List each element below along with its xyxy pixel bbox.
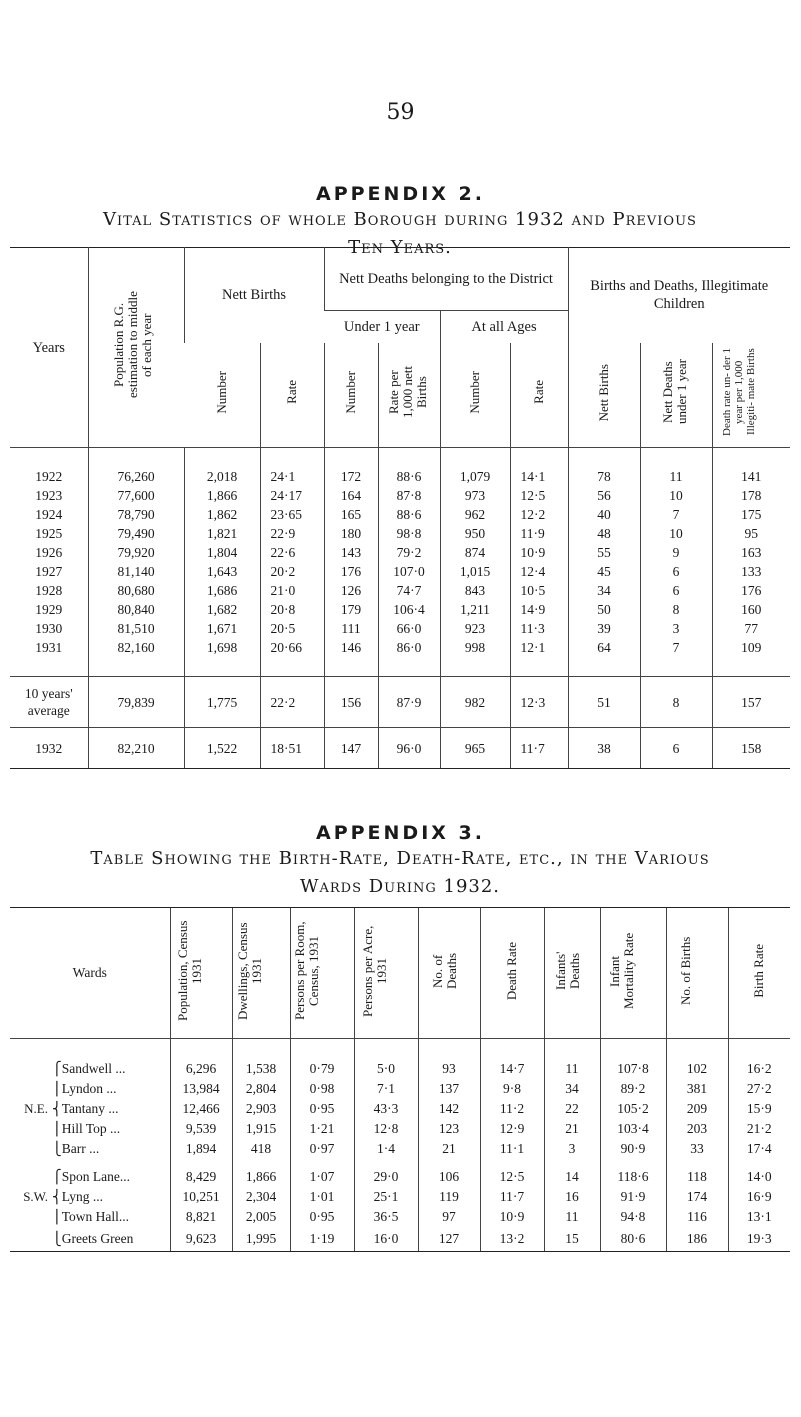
col-infant-deaths: Infants' Deaths <box>544 908 600 1039</box>
average-label-line1: 10 years' <box>24 686 73 701</box>
col-at-all-ages: At all Ages <box>440 311 568 343</box>
table-row: 1925 79,490 1,821 22·9 180 98·8 950 11·9 48 10 95 <box>10 524 790 543</box>
table-row: 1931 82,160 1,698 20·66 146 86·0 998 12·1 64 7 109 <box>10 638 790 657</box>
page-number: 59 <box>386 100 415 125</box>
table-row: ⎧Sandwell ... 6,296 1,538 0·79 5·0 93 14·7 11 107·8 102 16·2 <box>10 1059 790 1079</box>
col-ill-rate: Death rate un- der 1 year per 1,000 Illegiti- mate Births <box>712 343 790 448</box>
appendix-2-heading: APPENDIX 2. <box>316 183 485 205</box>
col-nett-births: Nett Births <box>184 248 324 343</box>
table-row: 1923 77,600 1,866 24·17 164 87·8 973 12·5 56 10 178 <box>10 486 790 505</box>
appendix-3-heading: APPENDIX 3. <box>316 822 485 844</box>
appendix-3-subtitle-line1: Table Showing the Birth-Rate, Death-Rate, etc., in the Various <box>90 848 710 869</box>
table-row: 1927 81,140 1,643 20·2 176 107·0 1,015 12·4 45 6 133 <box>10 562 790 581</box>
table-row: ⎩Greets Green 9,623 1,995 1·19 16·0 127 13·2 15 80·6 186 19·3 <box>10 1227 790 1252</box>
table-row: ⎧Spon Lane... 8,429 1,866 1·07 29·0 106 12·5 14 118·6 118 14·0 <box>10 1167 790 1187</box>
average-row: 10 years' average 79,839 1,775 22·2 156 87·9 982 12·3 51 8 157 <box>10 677 790 728</box>
table-row: ⎩Barr ... 1,894 418 0·97 1·4 21 11·1 3 90·9 33 17·4 <box>10 1139 790 1159</box>
group-label-ne: N.E. <box>24 1101 48 1116</box>
col-u1-number: Number <box>324 343 378 448</box>
average-label-line2: average <box>27 703 70 718</box>
appendix-3-subtitle <box>60 845 740 901</box>
table-row: 1928 80,680 1,686 21·0 126 74·7 843 10·5 34 6 176 <box>10 581 790 600</box>
table-row: ⎪Hill Top ... 9,539 1,915 1·21 12·8 123 12·9 21 103·4 203 21·2 <box>10 1119 790 1139</box>
table-row: 1924 78,790 1,862 23·65 165 88·6 962 12·2 40 7 175 <box>10 505 790 524</box>
table-row: 1930 81,510 1,671 20·5 111 66·0 923 11·3 39 3 77 <box>10 619 790 638</box>
col-ill-births: Nett Births <box>568 343 640 448</box>
appendix-3-subtitle-line2: Wards During 1932. <box>299 876 501 897</box>
table-row: ⎪Town Hall... 8,821 2,005 0·95 36·5 97 10·9 11 94·8 116 13·1 <box>10 1207 790 1227</box>
col-persons-room: Persons per Room, Census, 1931 <box>290 908 354 1039</box>
col-all-number: Number <box>440 343 510 448</box>
col-births-rate: Rate <box>260 343 324 448</box>
col-persons-acre: Persons per Acre, 1931 <box>354 908 418 1039</box>
col-years: Years <box>10 248 88 448</box>
col-wards: Wards <box>10 908 170 1039</box>
col-u1-rate: Rate per 1,000 nett Births <box>378 343 440 448</box>
vital-statistics-table <box>10 247 790 769</box>
appendix-2-subtitle-line1: Vital Statistics of whole Borough during 1932 and Previous <box>103 209 697 230</box>
col-birth-rate: Birth Rate <box>728 908 790 1039</box>
col-nett-deaths: Nett Deaths belonging to the District <box>324 248 568 311</box>
table-row: 1926 79,920 1,804 22·6 143 79·2 874 10·9 55 9 163 <box>10 543 790 562</box>
table-row: 1929 80,840 1,682 20·8 179 106·4 1,211 14·9 50 8 160 <box>10 600 790 619</box>
row-1932: 1932 82,210 1,522 18·51 147 96·0 965 11·7 38 6 158 <box>10 728 790 769</box>
table-row: S.W. ⎨Lyng ... 10,251 2,304 1·01 25·1 119 11·7 16 91·9 174 16·9 <box>10 1187 790 1207</box>
col-infant-mortality: Infant Mortality Rate <box>600 908 666 1039</box>
col-population: Population R.G. estimation to middle of each year <box>88 248 184 448</box>
wards-table <box>10 907 790 1252</box>
table-row: 1922 76,260 2,018 24·1 172 88·6 1,079 14·1 78 11 141 <box>10 467 790 486</box>
col-dwellings: Dwellings, Census 1931 <box>232 908 290 1039</box>
col-births-number: Number <box>184 343 260 448</box>
col-population: Population, Census 1931 <box>170 908 232 1039</box>
col-deaths: No. of Deaths <box>418 908 480 1039</box>
col-under-1-year: Under 1 year <box>343 318 420 335</box>
appendix-2-subtitle-line2: Ten Years. <box>348 237 452 258</box>
col-illegitimate: Births and Deaths, Illegitimate Children <box>568 248 790 343</box>
col-births: No. of Births <box>666 908 728 1039</box>
col-all-rate: Rate <box>510 343 568 448</box>
group-label-sw: S.W. <box>23 1189 48 1204</box>
table-row: ⎪Lyndon ... 13,984 2,804 0·98 7·1 137 9·8 34 89·2 381 27·2 <box>10 1079 790 1099</box>
col-death-rate: Death Rate <box>480 908 544 1039</box>
col-ill-deaths: Nett Deaths under 1 year <box>640 343 712 448</box>
table-row: N.E. ⎨Tantany ... 12,466 2,903 0·95 43·3 142 11·2 22 105·2 209 15·9 <box>10 1099 790 1119</box>
